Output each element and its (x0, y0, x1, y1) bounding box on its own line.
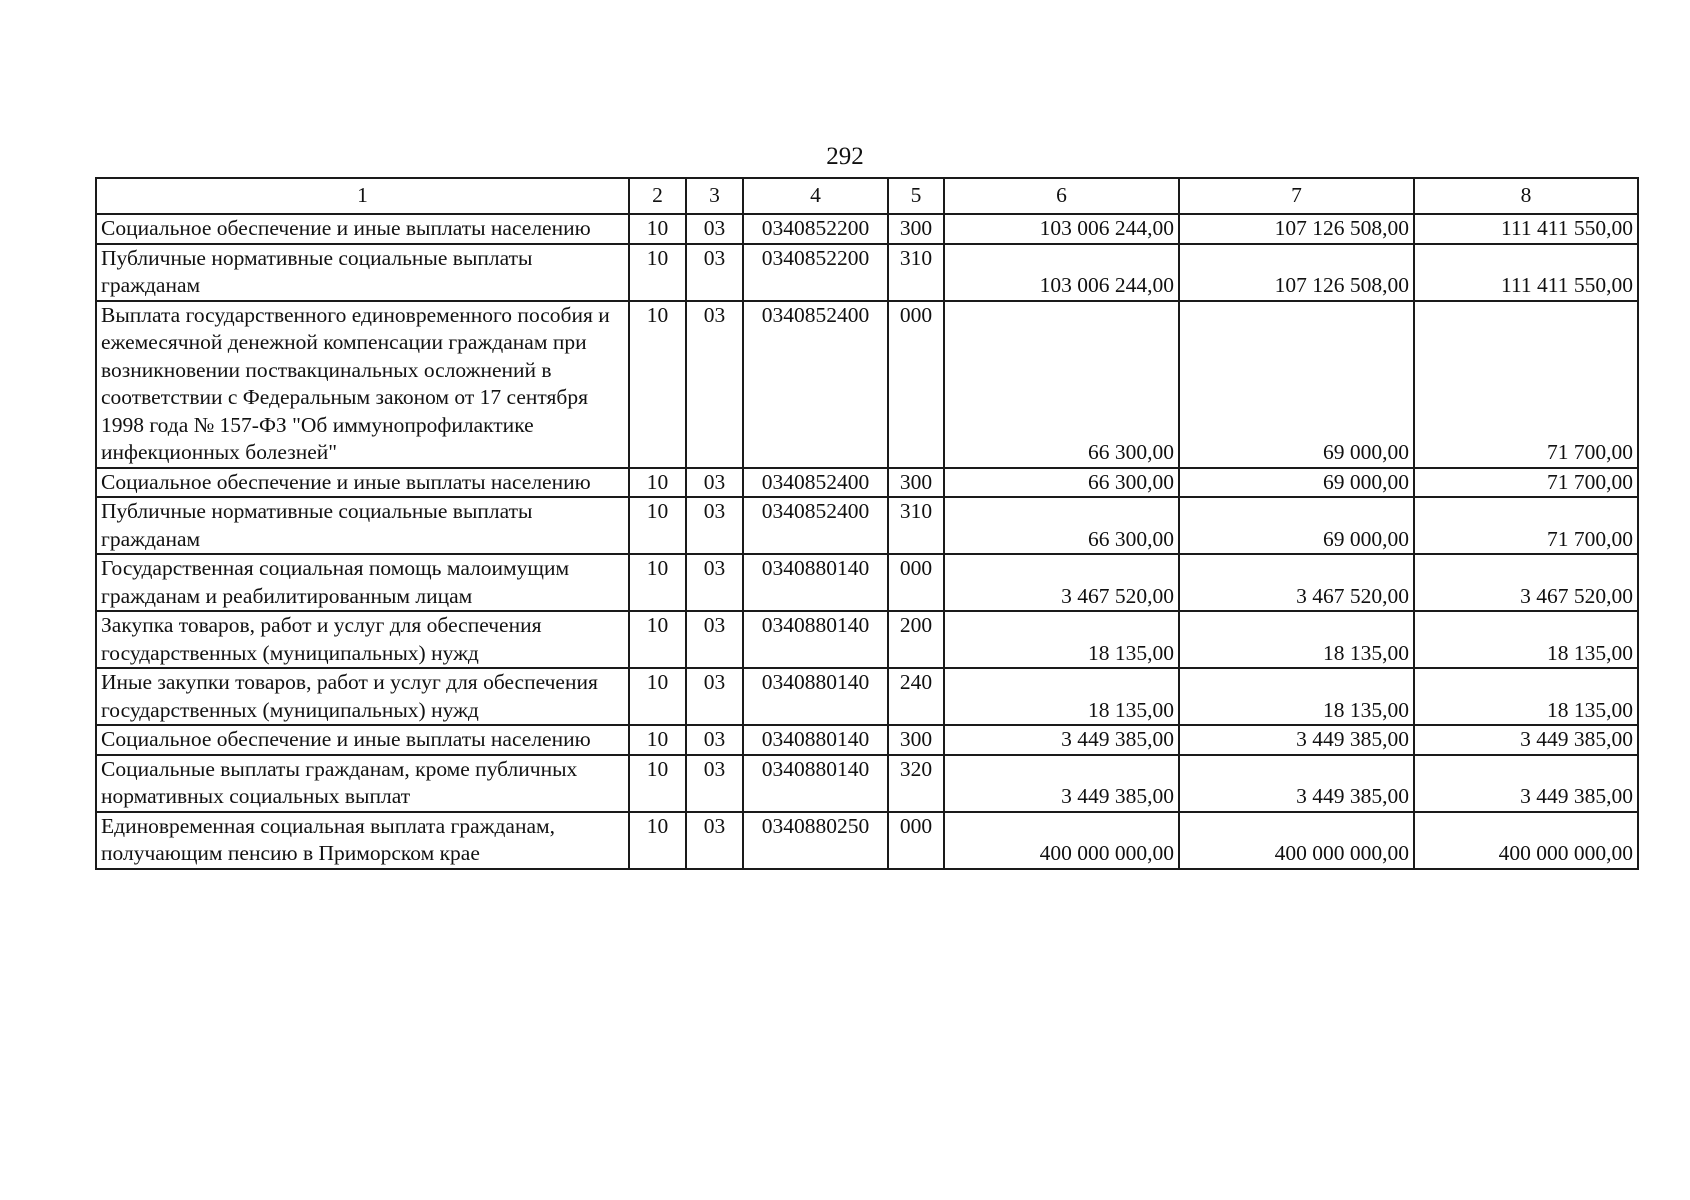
amount-year2-cell: 69 000,00 (1179, 468, 1414, 498)
expense-type-cell: 000 (888, 554, 944, 611)
amount-year2-cell: 3 449 385,00 (1179, 755, 1414, 812)
row-name-cell: Единовременная социальная выплата гражданам, получающим пенсию в Приморском крае (96, 812, 629, 869)
column-header: 7 (1179, 178, 1414, 214)
amount-year3-cell: 111 411 550,00 (1414, 244, 1638, 301)
expense-type-cell: 240 (888, 668, 944, 725)
table-row (96, 244, 1638, 301)
amount-year1-cell: 3 449 385,00 (944, 755, 1179, 812)
target-article-cell: 0340880140 (743, 668, 888, 725)
table-row (96, 497, 1638, 554)
subsection-cell: 03 (686, 497, 743, 554)
target-article-cell: 0340852200 (743, 214, 888, 244)
amount-year1-cell: 18 135,00 (944, 611, 1179, 668)
amount-year2-cell: 3 449 385,00 (1179, 725, 1414, 755)
column-header: 8 (1414, 178, 1638, 214)
table-header-row (96, 178, 1638, 214)
amount-year3-cell: 111 411 550,00 (1414, 214, 1638, 244)
table-row (96, 611, 1638, 668)
section-cell: 10 (629, 554, 686, 611)
row-name-cell: Публичные нормативные социальные выплаты гражданам (96, 497, 629, 554)
amount-year1-cell: 18 135,00 (944, 668, 1179, 725)
expense-type-cell: 320 (888, 755, 944, 812)
expense-type-cell: 000 (888, 301, 944, 468)
subsection-cell: 03 (686, 301, 743, 468)
table-row (96, 812, 1638, 869)
section-cell: 10 (629, 244, 686, 301)
budget-table (95, 177, 1639, 870)
target-article-cell: 0340852400 (743, 497, 888, 554)
target-article-cell: 0340880140 (743, 755, 888, 812)
page-number: 292 (826, 143, 864, 170)
row-name-cell: Иные закупки товаров, работ и услуг для обеспечения государственных (муниципальных) нужд (96, 668, 629, 725)
amount-year3-cell: 18 135,00 (1414, 668, 1638, 725)
amount-year2-cell: 69 000,00 (1179, 497, 1414, 554)
table-row (96, 755, 1638, 812)
amount-year1-cell: 3 449 385,00 (944, 725, 1179, 755)
target-article-cell: 0340852200 (743, 244, 888, 301)
subsection-cell: 03 (686, 725, 743, 755)
amount-year1-cell: 66 300,00 (944, 468, 1179, 498)
section-cell: 10 (629, 611, 686, 668)
row-name-cell: Социальное обеспечение и иные выплаты населению (96, 214, 629, 244)
target-article-cell: 0340880140 (743, 725, 888, 755)
column-header: 4 (743, 178, 888, 214)
table-row (96, 554, 1638, 611)
table-row (96, 214, 1638, 244)
row-name-cell: Государственная социальная помощь малоимущим гражданам и реабилитированным лицам (96, 554, 629, 611)
column-header: 1 (96, 178, 629, 214)
row-name-cell: Социальное обеспечение и иные выплаты населению (96, 725, 629, 755)
subsection-cell: 03 (686, 468, 743, 498)
amount-year2-cell: 18 135,00 (1179, 668, 1414, 725)
amount-year1-cell: 66 300,00 (944, 497, 1179, 554)
table-row (96, 668, 1638, 725)
amount-year1-cell: 103 006 244,00 (944, 244, 1179, 301)
amount-year2-cell: 69 000,00 (1179, 301, 1414, 468)
column-header: 3 (686, 178, 743, 214)
row-name-cell: Социальное обеспечение и иные выплаты населению (96, 468, 629, 498)
expense-type-cell: 300 (888, 725, 944, 755)
section-cell: 10 (629, 468, 686, 498)
amount-year1-cell: 3 467 520,00 (944, 554, 1179, 611)
row-name-cell: Закупка товаров, работ и услуг для обеспечения государственных (муниципальных) нужд (96, 611, 629, 668)
target-article-cell: 0340852400 (743, 301, 888, 468)
amount-year1-cell: 400 000 000,00 (944, 812, 1179, 869)
section-cell: 10 (629, 214, 686, 244)
amount-year2-cell: 107 126 508,00 (1179, 244, 1414, 301)
amount-year3-cell: 71 700,00 (1414, 497, 1638, 554)
table-row (96, 468, 1638, 498)
amount-year1-cell: 66 300,00 (944, 301, 1179, 468)
subsection-cell: 03 (686, 668, 743, 725)
target-article-cell: 0340880140 (743, 554, 888, 611)
expense-type-cell: 310 (888, 497, 944, 554)
amount-year2-cell: 18 135,00 (1179, 611, 1414, 668)
amount-year1-cell: 103 006 244,00 (944, 214, 1179, 244)
table-row (96, 725, 1638, 755)
amount-year2-cell: 107 126 508,00 (1179, 214, 1414, 244)
target-article-cell: 0340880140 (743, 611, 888, 668)
section-cell: 10 (629, 668, 686, 725)
target-article-cell: 0340880250 (743, 812, 888, 869)
expense-type-cell: 000 (888, 812, 944, 869)
expense-type-cell: 300 (888, 214, 944, 244)
column-header: 5 (888, 178, 944, 214)
subsection-cell: 03 (686, 214, 743, 244)
row-name-cell: Публичные нормативные социальные выплаты гражданам (96, 244, 629, 301)
amount-year2-cell: 3 467 520,00 (1179, 554, 1414, 611)
amount-year3-cell: 71 700,00 (1414, 468, 1638, 498)
section-cell: 10 (629, 301, 686, 468)
expense-type-cell: 300 (888, 468, 944, 498)
subsection-cell: 03 (686, 554, 743, 611)
amount-year3-cell: 3 449 385,00 (1414, 755, 1638, 812)
section-cell: 10 (629, 497, 686, 554)
amount-year3-cell: 71 700,00 (1414, 301, 1638, 468)
column-header: 6 (944, 178, 1179, 214)
subsection-cell: 03 (686, 755, 743, 812)
subsection-cell: 03 (686, 812, 743, 869)
amount-year3-cell: 18 135,00 (1414, 611, 1638, 668)
amount-year3-cell: 3 467 520,00 (1414, 554, 1638, 611)
expense-type-cell: 310 (888, 244, 944, 301)
section-cell: 10 (629, 812, 686, 869)
target-article-cell: 0340852400 (743, 468, 888, 498)
column-header: 2 (629, 178, 686, 214)
amount-year2-cell: 400 000 000,00 (1179, 812, 1414, 869)
row-name-cell: Социальные выплаты гражданам, кроме публичных нормативных социальных выплат (96, 755, 629, 812)
subsection-cell: 03 (686, 244, 743, 301)
row-name-cell: Выплата государственного единовременного пособия и ежемесячной денежной компенсации гражданам при возникновении поствакцинальных осложнений в соответствии с Федеральным законом от 17 сентября 1998 года № 157-ФЗ "Об иммунопрофилактике инфекционных болезней" (96, 301, 629, 468)
section-cell: 10 (629, 755, 686, 812)
section-cell: 10 (629, 725, 686, 755)
subsection-cell: 03 (686, 611, 743, 668)
table-row (96, 301, 1638, 468)
expense-type-cell: 200 (888, 611, 944, 668)
amount-year3-cell: 3 449 385,00 (1414, 725, 1638, 755)
table-body (96, 214, 1638, 869)
amount-year3-cell: 400 000 000,00 (1414, 812, 1638, 869)
